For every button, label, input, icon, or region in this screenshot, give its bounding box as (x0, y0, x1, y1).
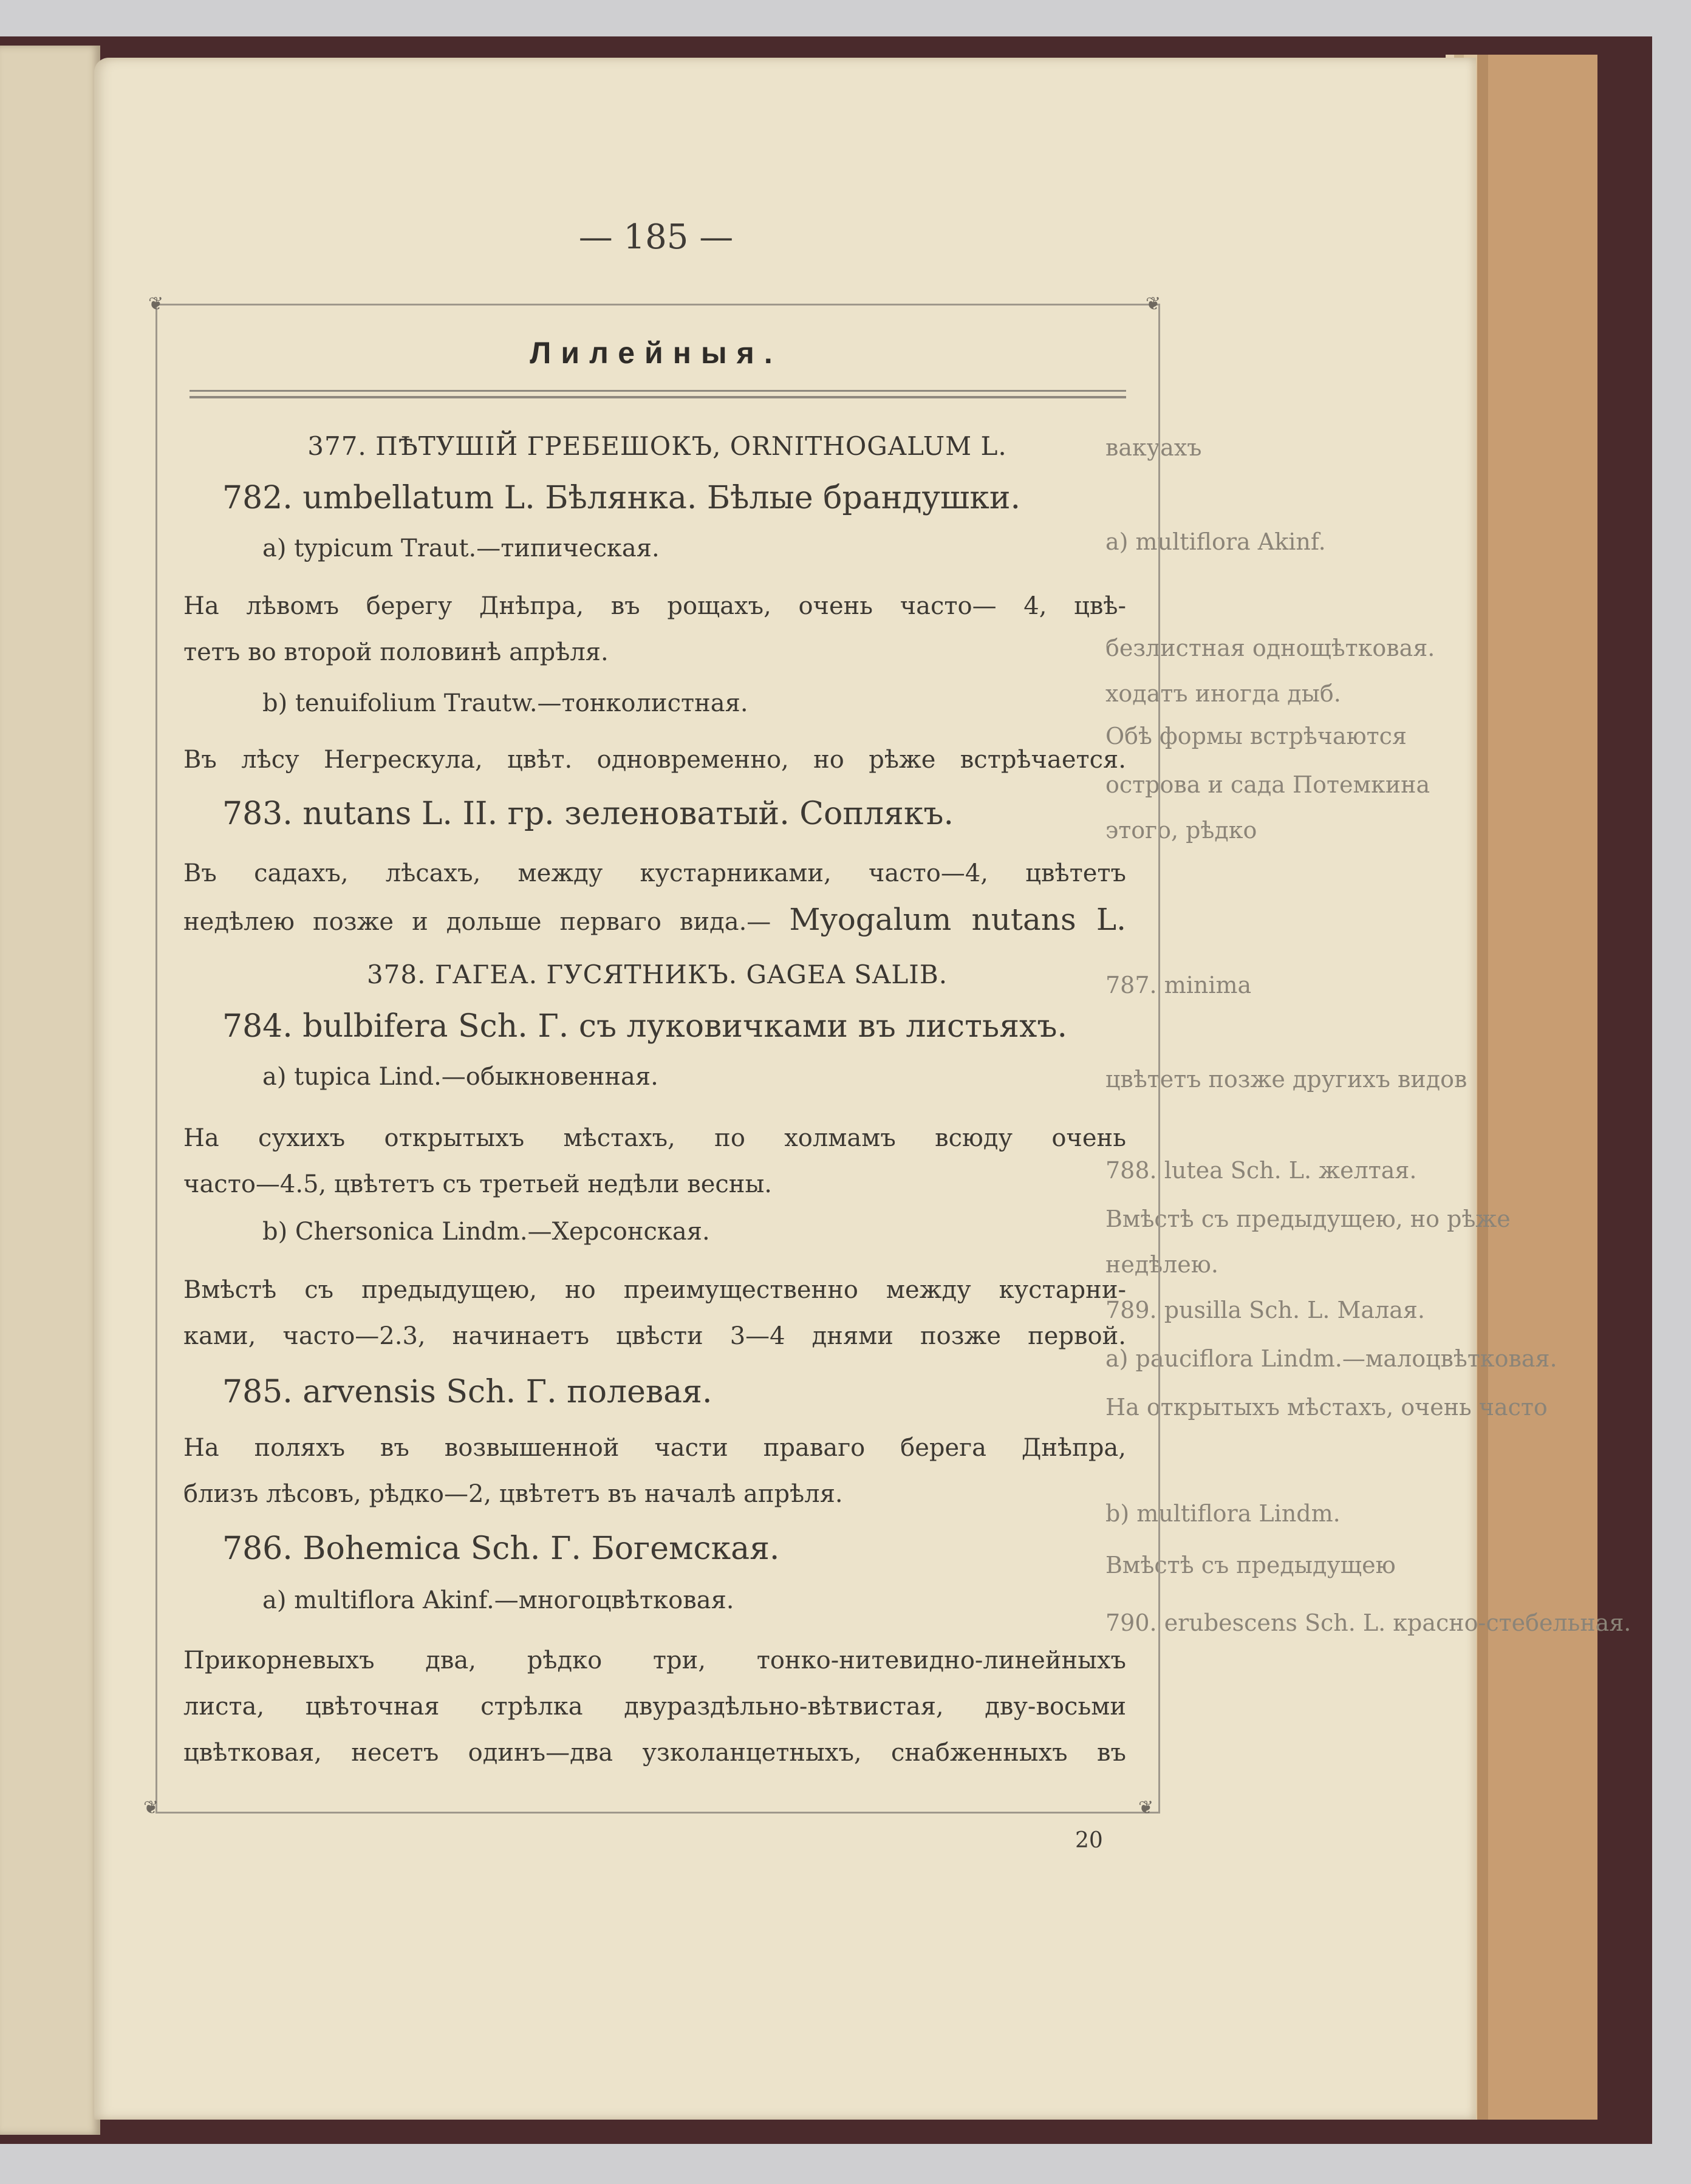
species-entry: 783. nutans L. II. гр. зеленоватый. Соплякъ. (222, 796, 954, 832)
title-rule-thin (190, 390, 1126, 392)
paragraph-line: часто—4.5, цвѣтетъ съ третьей недѣли весны. (183, 1170, 773, 1198)
variety-entry: b) tenuifolium Trautw.—тонколистная. (262, 689, 748, 717)
paragraph-line: Вмѣстѣ съ предыдущею, но преимущественно между кустарни- (183, 1276, 1126, 1304)
show-through-line: Вмѣстѣ съ предыдущею, но рѣже (1105, 1206, 1511, 1232)
page-number: — 185 — (578, 217, 734, 257)
show-through-line: 790. erubescens Sch. L. красно-стебельная. (1105, 1609, 1631, 1636)
show-through-line: недѣлею. (1105, 1251, 1218, 1278)
show-through-line: безлистная однощѣтковая. (1105, 635, 1435, 661)
description-paragraph (183, 1637, 1126, 1776)
description-paragraph (183, 850, 1126, 945)
variety-entry: a) multiflora Akinf.—многоцвѣтковая. (262, 1586, 734, 1614)
variety-entry: a) tupica Lind.—обыкновенная. (262, 1063, 658, 1091)
show-through-line: 787. minima (1105, 972, 1252, 998)
show-through-line: 789. pusilla Sch. L. Малая. (1105, 1297, 1425, 1323)
paragraph-line: Въ лѣсу Негрескула, цвѣт. одновременно, но рѣже встрѣчается. (183, 746, 1126, 774)
variety-entry: a) typicum Traut.—типическая. (262, 534, 660, 562)
show-through-line: цвѣтетъ позже другихъ видов (1105, 1066, 1467, 1093)
paragraph-line: Прикорневыхъ два, рѣдко три, тонко-нитевидно-линейныхъ (183, 1647, 1126, 1674)
genus-heading: 378. ГАГЕА. ГУСЯТНИКЪ. GAGEA SALIB. (366, 960, 948, 989)
frame-corner-ornament: ❦ (143, 1797, 159, 1818)
paragraph-text: недѣлею позже и дольше перваго вида.— (183, 908, 771, 936)
show-through-line: ходатъ иногда дыб. (1105, 680, 1341, 707)
species-entry: 782. umbellatum L. Бѣлянка. Бѣлые брандушки. (222, 480, 1021, 516)
show-through-line: Обѣ формы встрѣчаются (1105, 723, 1407, 749)
paragraph-line: тетъ во второй половинѣ апрѣля. (183, 638, 609, 666)
paragraph-line: На лѣвомъ берегу Днѣпра, въ рощахъ, очень часто— 4, цвѣ- (183, 592, 1126, 620)
description-paragraph (183, 1115, 1126, 1207)
paragraph-line: близъ лѣсовъ, рѣдко—2, цвѣтетъ въ началѣ апрѣля. (183, 1480, 843, 1508)
synonym: Myogalum nutans L. (789, 902, 1126, 937)
genus-heading: 377. ПѢТУШІЙ ГРЕБЕШОКЪ, ORNITHOGALUM L. (307, 431, 1007, 461)
show-through-line: a) multiflora Akinf. (1105, 528, 1326, 555)
paragraph-line: На поляхъ въ возвышенной части праваго берега Днѣпра, (183, 1434, 1126, 1462)
description-paragraph (183, 737, 1126, 783)
title-rule-thick (190, 396, 1126, 398)
show-through-line: a) pauciflora Lindm.—малоцвѣтковая. (1105, 1345, 1557, 1372)
frame-corner-ornament: ❦ (148, 293, 164, 315)
show-through-line: b) multiflora Lindm. (1105, 1500, 1341, 1527)
paragraph-line: Въ садахъ, лѣсахъ, между кустарниками, часто—4, цвѣтетъ (183, 859, 1126, 887)
paragraph-line: листа, цвѣточная стрѣлка двураздѣльно-вѣтвистая, дву-восьми (183, 1693, 1126, 1721)
show-through-line: вакуахъ (1105, 434, 1202, 461)
description-paragraph (183, 1425, 1126, 1517)
left-page-edge (0, 46, 100, 2135)
show-through-line: острова и сада Потемкина (1105, 771, 1430, 798)
species-entry: 784. bulbifera Sch. Г. съ луковичками въ листьяхъ. (222, 1008, 1067, 1045)
description-paragraph (183, 1267, 1126, 1359)
sheet-number: 20 (1075, 1828, 1103, 1853)
paragraph-line: ками, часто—2.3, начинаетъ цвѣсти 3—4 днями позже первой. (183, 1322, 1126, 1350)
description-paragraph (183, 583, 1126, 675)
species-entry: 785. arvensis Sch. Г. полевая. (222, 1374, 712, 1410)
paragraph-line: На сухихъ открытыхъ мѣстахъ, по холмамъ всюду очень (183, 1124, 1126, 1152)
variety-entry: b) Chersonica Lindm.—Херсонская. (262, 1218, 710, 1246)
paragraph-line: цвѣтковая, несетъ одинъ—два узколанцетныхъ, снабженныхъ въ (183, 1739, 1126, 1767)
frame-corner-ornament: ❦ (1138, 1797, 1154, 1818)
show-through-line: 788. lutea Sch. L. желтая. (1105, 1157, 1417, 1184)
paragraph-line (183, 896, 1126, 945)
show-through-line: Вмѣстѣ съ предыдущею (1105, 1552, 1396, 1578)
show-through-line: На открытыхъ мѣстахъ, очень часто (1105, 1394, 1548, 1421)
species-entry: 786. Bohemica Sch. Г. Богемская. (222, 1531, 780, 1567)
show-through-line: этого, рѣдко (1105, 817, 1257, 844)
section-title: Лилейныя. (530, 336, 782, 370)
frame-corner-ornament: ❦ (1146, 293, 1161, 315)
